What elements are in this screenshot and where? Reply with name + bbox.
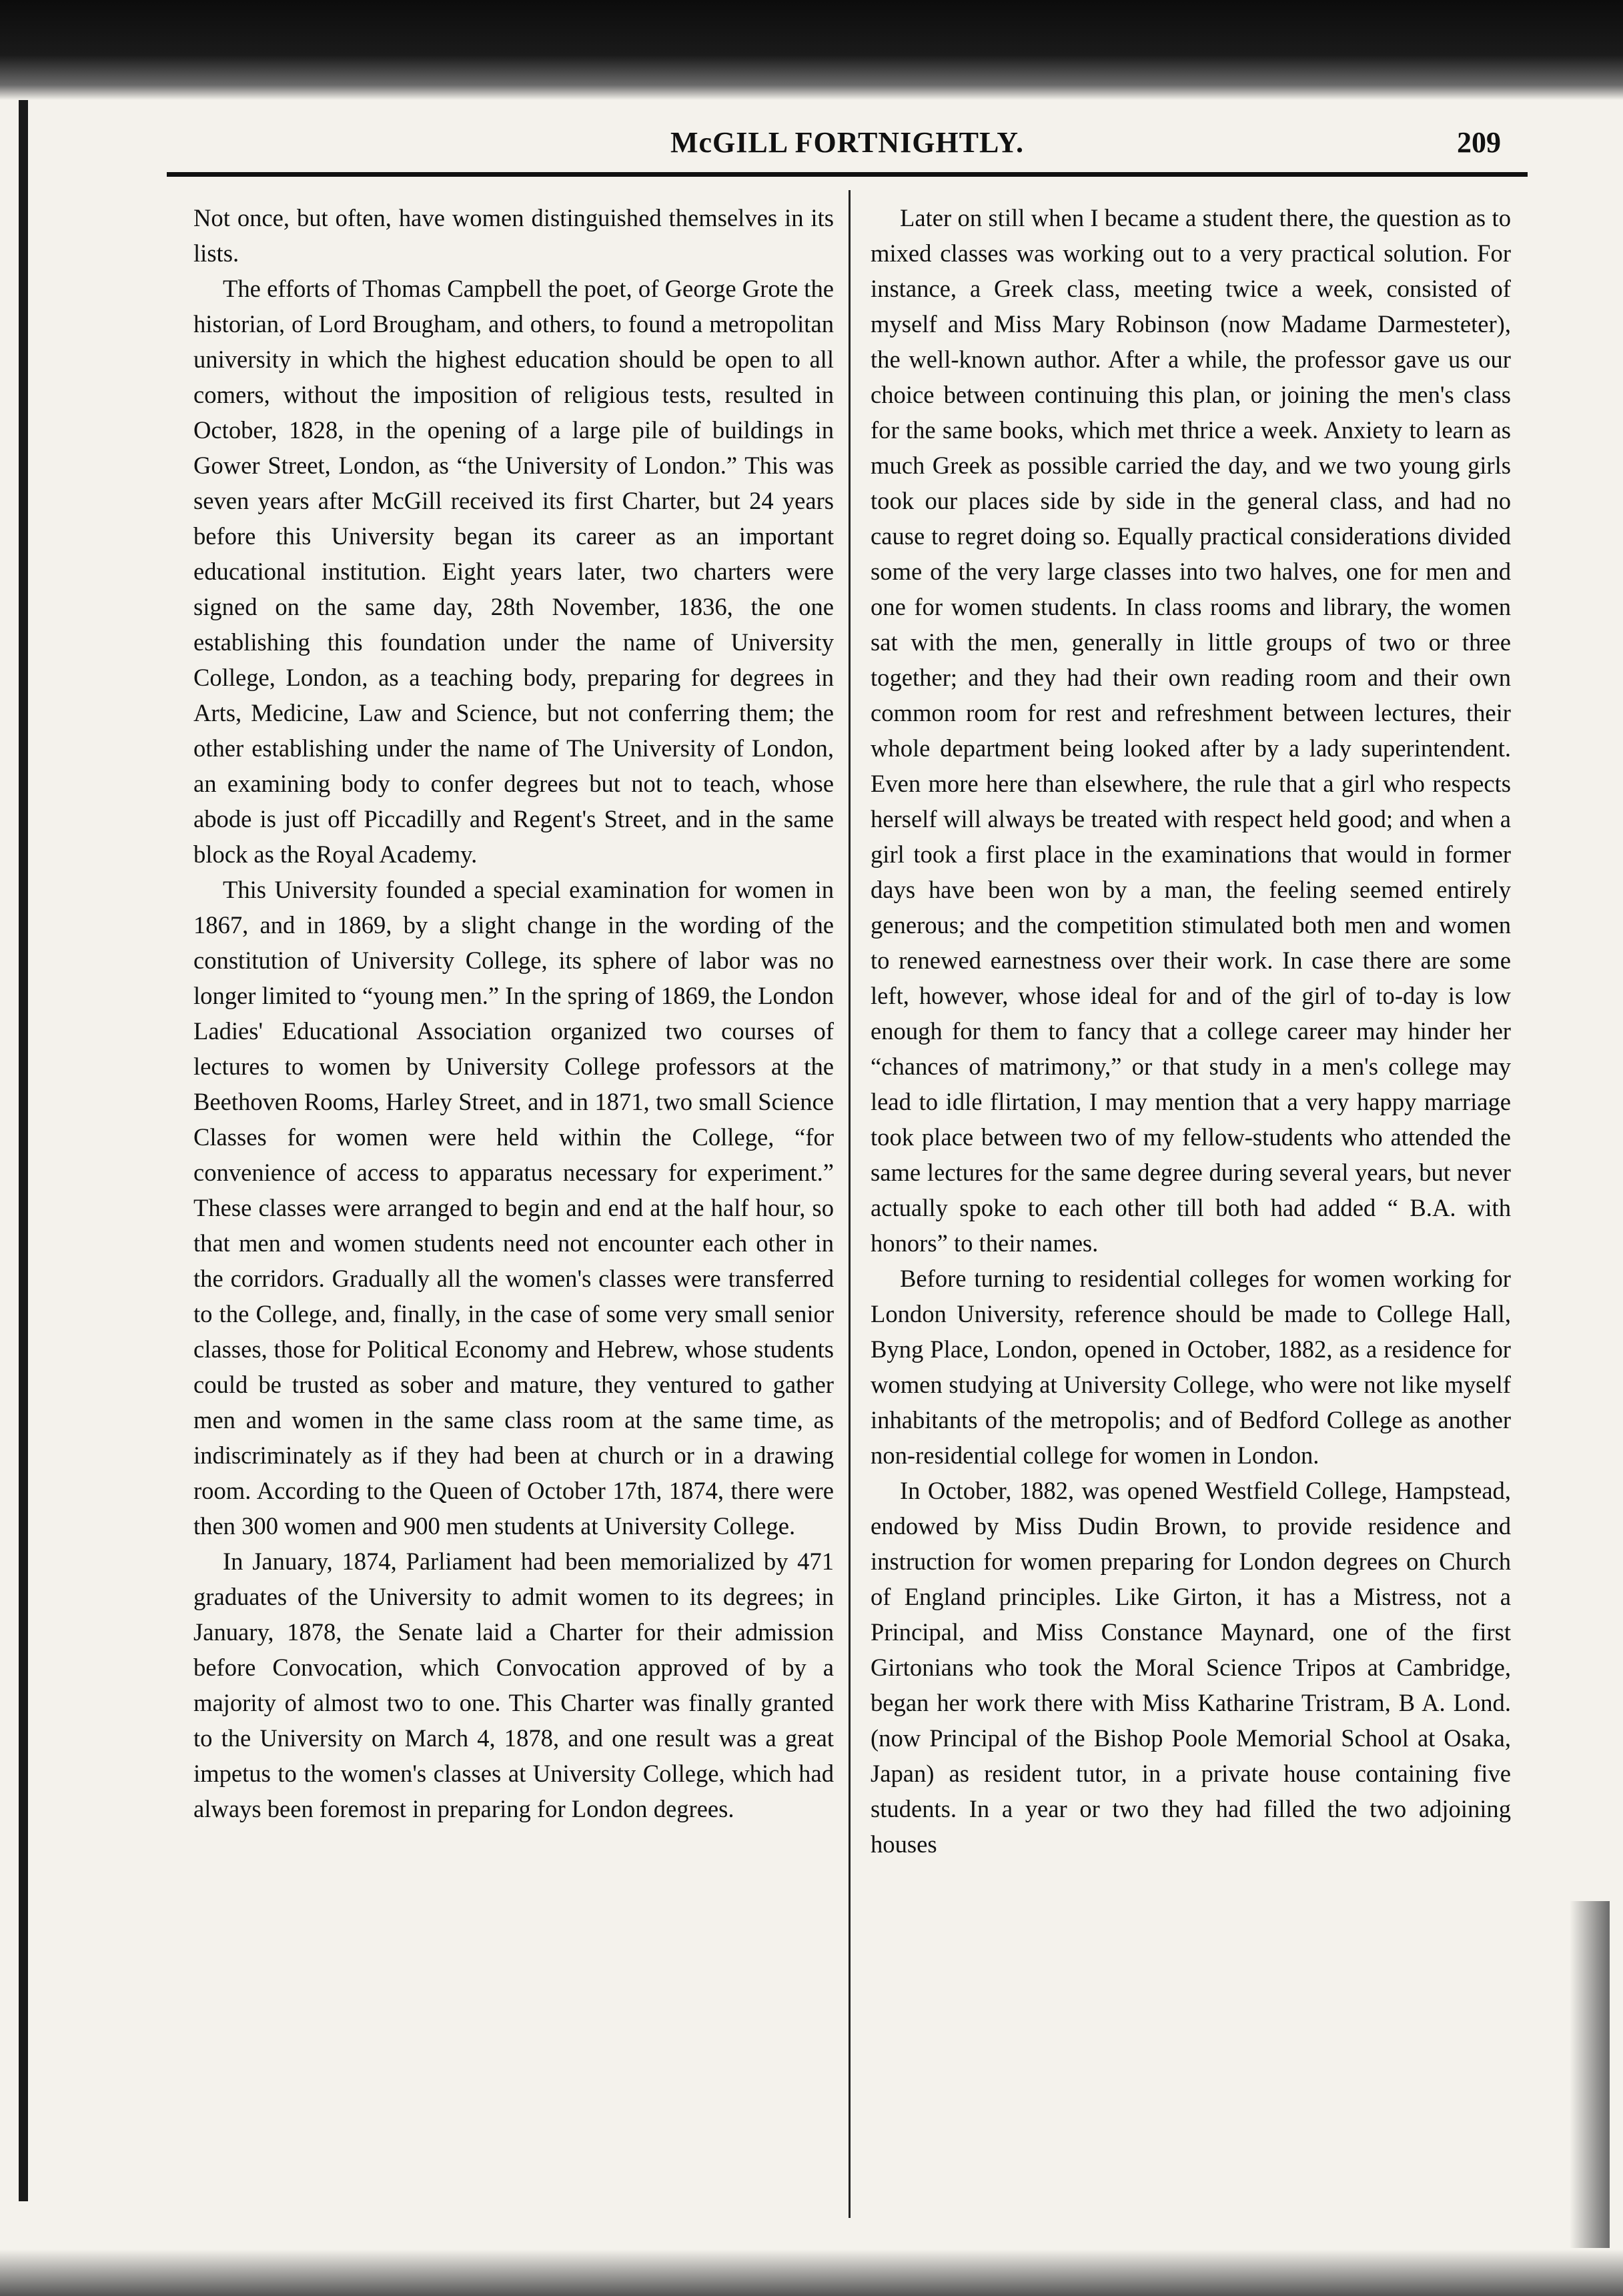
paragraph: Not once, but often, have women distinguished themselves in its lists. bbox=[193, 204, 834, 267]
paragraph: Later on still when I became a student there, the question as to mixed classes was working out to a very practical solution. For instance, a Greek class, meeting twice a week, consisted of myself and Miss Mary Robinson (now Madame Darmesteter), the well-known author. After a while, the professor gave us our choice between continuing this plan, or joining the men's class for the same books, which met thrice a week. Anxiety to learn as much Greek as possible carried the day, and we two young girls took our places side by side in the general class, and had no cause to regret doing so. Equally practical considerations divided some of the very large classes into two halves, one for men and one for women students. In class rooms and library, the women sat with the men, generally in little groups of two or three together; and they had their own reading room and their own common room for rest and refreshment between lectures, their whole department being looked after by a lady superintendent. Even more here than elsewhere, the rule that a girl who respects herself will always be treated with respect held good; and when a girl took a first place in the examinations that would in former days have been won by a man, the feeling seemed entirely generous; and the competition stimulated both men and women to renewed earnestness over their work. In case there are some left, however, whose ideal for and of the girl of to-day is low enough for them to fancy that a college career may hinder her “chances of matrimony,” or that study in a men's college may lead to idle flirtation, I may mention that a very happy marriage took place between two of my fellow-students who attended the same lectures for the same degree during several years, but never actually spoke to each other till both had added “ B.A. with honors” to their names. bbox=[871, 204, 1511, 1257]
paragraph: Before turning to residential colleges for women working for London University, reference should be made to College Hall, Byng Place, London, opened in October, 1882, as a residence for women studying at University College, who were not like myself inhabitants of the metropolis; and of Bedford College as another non-residential college for women in London. bbox=[871, 1265, 1511, 1469]
left-column bbox=[193, 200, 834, 2228]
paragraph: This University founded a special examination for women in 1867, and in 1869, by a slight change in the wording of the constitution of University College, its sphere of labor was no longer limited to “young men.” In the spring of 1869, the London Ladies' Educational Association organized two courses of lectures to women by University College professors at the Beethoven Rooms, Harley Street, and in 1871, two small Science Classes for women were held within the College, “for convenience of access to apparatus necessary for experiment.” These classes were arranged to begin and end at the half hour, so that men and women students need not encounter each other in the corridors. Gradually all the women's classes were transferred to the College, and, finally, in the case of some very small senior classes, those for Political Economy and Hebrew, whose students could be trusted as sober and mature, they ventured to gather men and women in the same class room at the same time, as indiscriminately as if they had been at church or in a drawing room. According to the Queen of October 17th, 1874, there were then 300 women and 900 men students at University College. bbox=[193, 876, 834, 1540]
right-column bbox=[871, 200, 1511, 2228]
paragraph: The efforts of Thomas Campbell the poet, of George Grote the historian, of Lord Brougham, and others, to found a metropolitan university in which the highest education should be open to all comers, without the imposition of religious tests, resulted in October, 1828, in the opening of a large pile of buildings in Gower Street, London, as “the University of London.” This was seven years after McGill received its first Charter, but 24 years before this University began its career as an important educational institution. Eight years later, two charters were signed on the same day, 28th November, 1836, the one establishing this foundation under the name of University College, London, as a teaching body, preparing for degrees in Arts, Medicine, Law and Science, but not conferring them; the other establishing under the name of The University of London, an examining body to confer degrees but not to teach, whose abode is just off Piccadilly and Regent's Street, and in the same block as the Royal Academy. bbox=[193, 275, 834, 868]
scan-right-edge-shadow bbox=[1570, 1901, 1610, 2248]
page-number: 209 bbox=[1457, 126, 1501, 159]
paragraph: In October, 1882, was opened Westfield College, Hampstead, endowed by Miss Dudin Brown, to provide residence and instruction for women preparing for London degrees on Church of England principles. Like Girton, it has a Mistress, not a Principal, and Miss Constance Maynard, one of the first Girtonians who took the Moral Science Tripos at Cambridge, began her work there with Miss Katharine Tristram, B A. Lond. (now Principal of the Bishop Poole Memorial School at Osaka, Japan) as resident tutor, in a private house containing five students. In a year or two they had filled the two adjoining houses bbox=[871, 1477, 1511, 1858]
scan-bottom-shadow bbox=[0, 2249, 1623, 2296]
paragraph: In January, 1874, Parliament had been memorialized by 471 graduates of the University to admit women to its degrees; in January, 1878, the Senate laid a Charter for their admission before Convocation, which Convocation approved of by a majority of almost two to one. This Charter was finally granted to the University on March 4, 1878, and one result was a great impetus to the women's classes at University College, which had always been foremost in preparing for London degrees. bbox=[193, 1548, 834, 1822]
page-header bbox=[167, 125, 1528, 172]
scan-left-edge bbox=[19, 100, 28, 2201]
column-divider bbox=[849, 190, 851, 2218]
running-title: McGILL FORTNIGHTLY. bbox=[670, 126, 1025, 159]
scan-top-shadow bbox=[0, 0, 1623, 100]
header-rule bbox=[167, 172, 1528, 177]
